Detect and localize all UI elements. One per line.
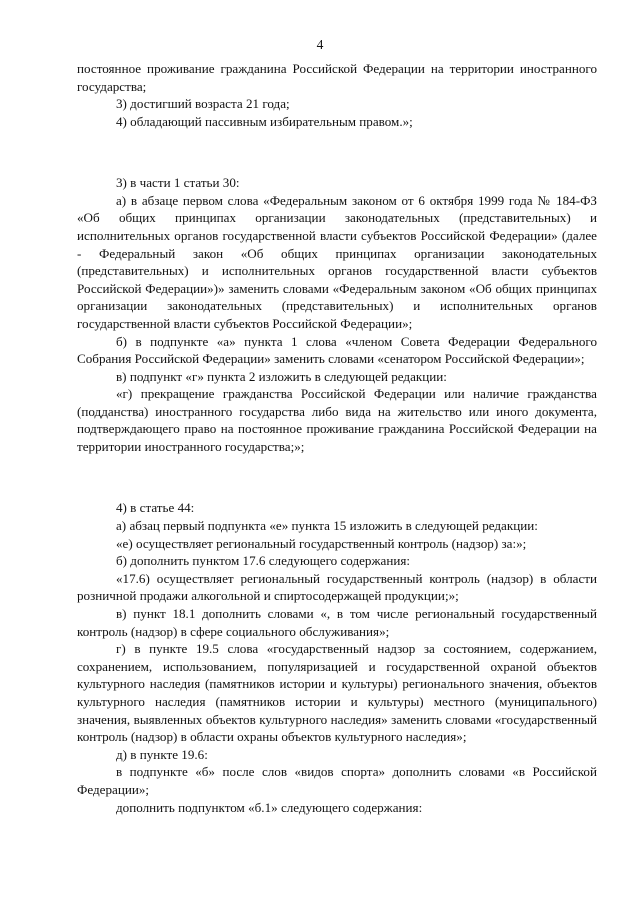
paragraph: г) в пункте 19.5 слова «государственный надзор за состоянием, содержанием, сохранением, использованием, популяризацией и государственной охраной объектов культурного наследия (памятников истории и культуры) регионального значения, объектов культурного наследия (памятников истории и культуры) местного (муниципального) значения, выявленных объектов культурного наследия» заменить словами «государственный контроль (надзор) в области охраны объектов культурного наследия»;: [77, 641, 597, 745]
paragraph: а) абзац первый подпункта «е» пункта 15 изложить в следующей редакции:: [116, 518, 538, 534]
paragraph: в) подпункт «г» пункта 2 изложить в следующей редакции:: [116, 368, 447, 384]
paragraph-spacer: [77, 469, 597, 487]
paragraph: постоянное проживание гражданина Российской Федерации на территории иностранного государства;: [77, 61, 597, 94]
paragraph: «е) осуществляет региональный государственный контроль (надзор) за:»;: [116, 535, 527, 551]
paragraph: 3) достигший возраста 21 года;: [116, 96, 290, 112]
paragraph-spacer: [77, 143, 597, 161]
paragraph: 4) обладающий пассивным избирательным правом.»;: [116, 113, 413, 129]
paragraph: д) в пункте 19.6:: [116, 746, 208, 762]
paragraph: б) дополнить пунктом 17.6 следующего содержания:: [116, 553, 411, 569]
paragraph: а) в абзаце первом слова «Федеральным законом от 6 октября 1999 года № 184-ФЗ «Об общих принципах организации законодательных (представительных) и исполнительных органов государственной власти субъектов Российской Федерации» (далее - Федеральный закон «Об общих принципах организации законодательных (представительных) и исполнительных органов государственной власти субъектов Российской Федерации»)» заменить словами «Федеральным законом «Об общих принципах организации законодательных (представительных) и исполнительных органов государственной власти субъектов Российской Федерации»;: [77, 192, 597, 331]
page-number: 4: [316, 37, 324, 52]
paragraph: дополнить подпунктом «б.1» следующего содержания:: [116, 799, 423, 815]
paragraph: 3) в части 1 статьи 30:: [116, 175, 240, 191]
paragraph: «17.6) осуществляет региональный государственный контроль (надзор) в области розничной продажи алкогольной и спиртосодержащей продукции;»;: [77, 570, 597, 604]
document-body: [77, 60, 597, 816]
paragraph: «г) прекращение гражданства Российской Федерации или наличие гражданства (подданства) иностранного государства либо вида на жительство или иного документа, подтверждающего право на постоянное проживание гражданина Российской Федерации на территории иностранного государства;»;: [77, 386, 597, 455]
paragraph: в подпункте «б» после слов «видов спорта» дополнить словами «в Российской Федерации»;: [77, 764, 597, 797]
paragraph: в) пункт 18.1 дополнить словами «, в том числе региональный государственный контроль (надзор) в сфере социального обслуживания»;: [77, 606, 597, 639]
paragraph: 4) в статье 44:: [116, 500, 195, 516]
paragraph: б) в подпункте «а» пункта 1 слова «членом Совета Федерации Федерального Собрания Российской Федерации» заменить словами «сенатором Российской Федерации»;: [77, 333, 597, 367]
